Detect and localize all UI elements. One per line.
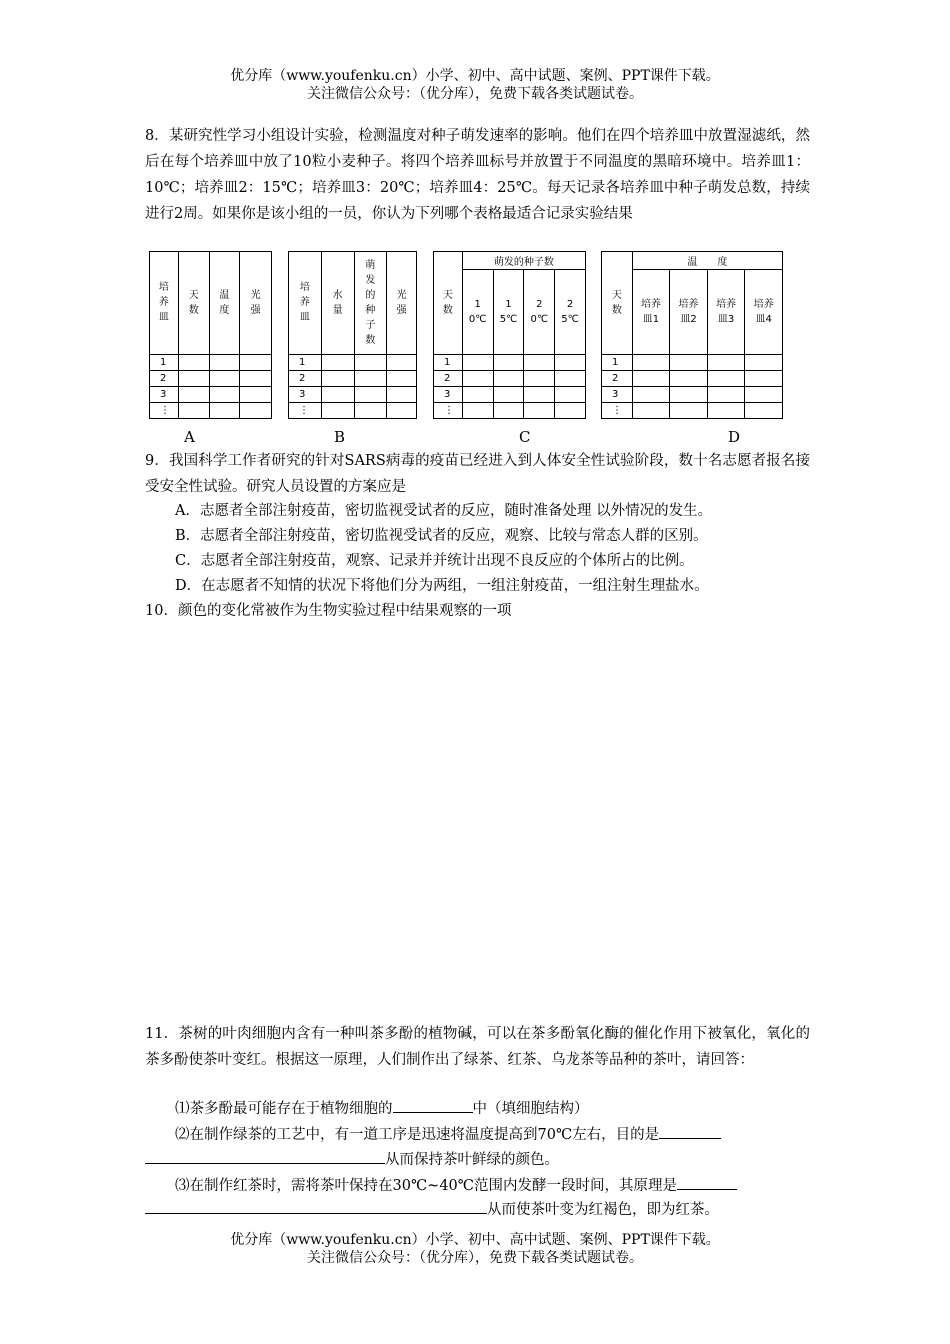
row-number: 1 <box>602 354 633 370</box>
table-d-first-header: 天数 <box>611 289 622 316</box>
question-11-part-2: ⑵在制作绿茶的工艺中，有一道工序是迅速将温度提高到70℃左右，目的是 <box>175 1124 721 1146</box>
table-d <box>601 251 783 419</box>
row-number: ⋮ <box>289 402 322 418</box>
table-d-group-header: 温 度 <box>632 252 782 270</box>
row-number: 1 <box>150 354 179 370</box>
table-c <box>433 251 586 419</box>
table-d-sub-header: 培养皿4 <box>753 298 774 325</box>
header-line-1: 优分库（www.youfenku.cn）小学、初中、高中试题、案例、PPT课件下载。 <box>230 68 720 84</box>
question-10-stem: 10．颜色的变化常被作为生物实验过程中结果观察的一项 <box>145 603 512 619</box>
table-b-header: 萌发的种子数 <box>365 259 376 346</box>
answer-blank-3a[interactable] <box>677 1175 737 1190</box>
table-b-header: 培养皿 <box>299 282 310 324</box>
table-b <box>288 251 417 419</box>
row-number: 3 <box>150 386 179 402</box>
question-9-option-c: C．志愿者全部注射疫苗，观察、记录并并统计出现不良反应的个体所占的比例。 <box>175 553 694 569</box>
table-b-header: 水量 <box>332 289 343 316</box>
table-c-group-header: 萌发的种子数 <box>462 252 585 270</box>
row-number: 1 <box>434 354 463 370</box>
table-a-label: A <box>184 428 195 446</box>
question-9-option-a: A．志愿者全部注射疫苗，密切监视受试者的反应，随时准备处理 以外情况的发生。 <box>175 503 713 519</box>
answer-blank-2a[interactable] <box>659 1124 721 1139</box>
row-number: 3 <box>289 386 322 402</box>
footer-line-2: 关注微信公众号：（优分库），免费下载各类试题试卷。 <box>307 1250 643 1266</box>
row-number: ⋮ <box>150 402 179 418</box>
table-a-header: 天数 <box>188 289 199 316</box>
question-11-part-2-cont: 从而保持茶叶鲜绿的颜色。 <box>145 1149 559 1171</box>
row-number: 2 <box>602 370 633 386</box>
question-9-stem: 9．我国科学工作者研究的针对SARS病毒的疫苗已经进入到人体安全性试验阶段，数十名志愿者报名接受安全性试验。研究人员设置的方案应是 <box>145 453 810 495</box>
table-a-header: 温度 <box>219 289 230 316</box>
table-b-label: B <box>334 428 346 446</box>
table-a-header: 光强 <box>250 289 261 316</box>
row-number: 3 <box>602 386 633 402</box>
question-9-option-b: B．志愿者全部注射疫苗，密切监视受试者的反应，观察、比较与常态人群的区别。 <box>175 528 708 544</box>
table-c-label: C <box>519 428 531 446</box>
table-b-header: 光强 <box>396 289 407 316</box>
table-d-sub-header: 培养皿2 <box>678 298 699 325</box>
row-number: 3 <box>434 386 463 402</box>
question-11-stem: 11．茶树的叶肉细胞内含有一种叫茶多酚的植物碱，可以在茶多酚氧化酶的催化作用下被氧化，氧化的茶多酚使茶叶变红。根据这一原理，人们制作出了绿茶、红茶、乌龙茶等品种的茶叶，请回答： <box>145 1026 810 1068</box>
table-a <box>149 251 272 419</box>
question-11-part-1: ⑴茶多酚最可能存在于植物细胞的 中（填细胞结构） <box>175 1098 589 1120</box>
row-number: 2 <box>434 370 463 386</box>
question-11-part-3: ⑶在制作红茶时，需将茶叶保持在30℃~40℃范围内发酵一段时间，其原理是 <box>175 1175 737 1197</box>
row-number: 1 <box>289 354 322 370</box>
table-d-sub-header: 培养皿1 <box>640 298 661 325</box>
footer-line-1: 优分库（www.youfenku.cn）小学、初中、高中试题、案例、PPT课件下载。 <box>230 1232 720 1248</box>
table-c-first-header: 天数 <box>442 289 453 316</box>
row-number: ⋮ <box>602 402 633 418</box>
table-c-sub-header: 25℃ <box>561 298 579 325</box>
table-d-label: D <box>728 428 741 446</box>
question-9-option-d: D．在志愿者不知情的状况下将他们分为两组，一组注射疫苗，一组注射生理盐水。 <box>175 578 709 594</box>
question-8: 8．某研究性学习小组设计实验，检测温度对种子萌发速率的影响。他们在四个培养皿中放置湿滤纸，然后在每个培养皿中放了10粒小麦种子。将四个培养皿标号并放置于不同温度的黑暗环境中。培养皿1：10℃；培养皿2：15℃；培养皿3：20℃；培养皿4：25℃。每天记录各培养皿中种子萌发总数，持续进行2周。如果你是该小组的一员，你认为下列哪个表格最适合记录实验结果 <box>145 128 810 222</box>
answer-blank-2b[interactable] <box>145 1149 385 1164</box>
row-number: 2 <box>289 370 322 386</box>
table-c-sub-header: 10℃ <box>468 298 487 325</box>
answer-blank-1[interactable] <box>393 1098 473 1113</box>
row-number: 2 <box>150 370 179 386</box>
table-d-sub-header: 培养皿3 <box>716 298 737 325</box>
table-a-header: 培养皿 <box>158 282 169 324</box>
header-line-2: 关注微信公众号：（优分库），免费下载各类试题试卷。 <box>307 86 643 102</box>
question-11-part-3-cont: 从而使茶叶变为红褐色，即为红茶。 <box>145 1199 719 1221</box>
answer-blank-3b[interactable] <box>145 1199 487 1214</box>
table-c-sub-header: 20℃ <box>530 298 549 325</box>
table-c-sub-header: 15℃ <box>499 298 518 325</box>
row-number: ⋮ <box>434 402 463 418</box>
